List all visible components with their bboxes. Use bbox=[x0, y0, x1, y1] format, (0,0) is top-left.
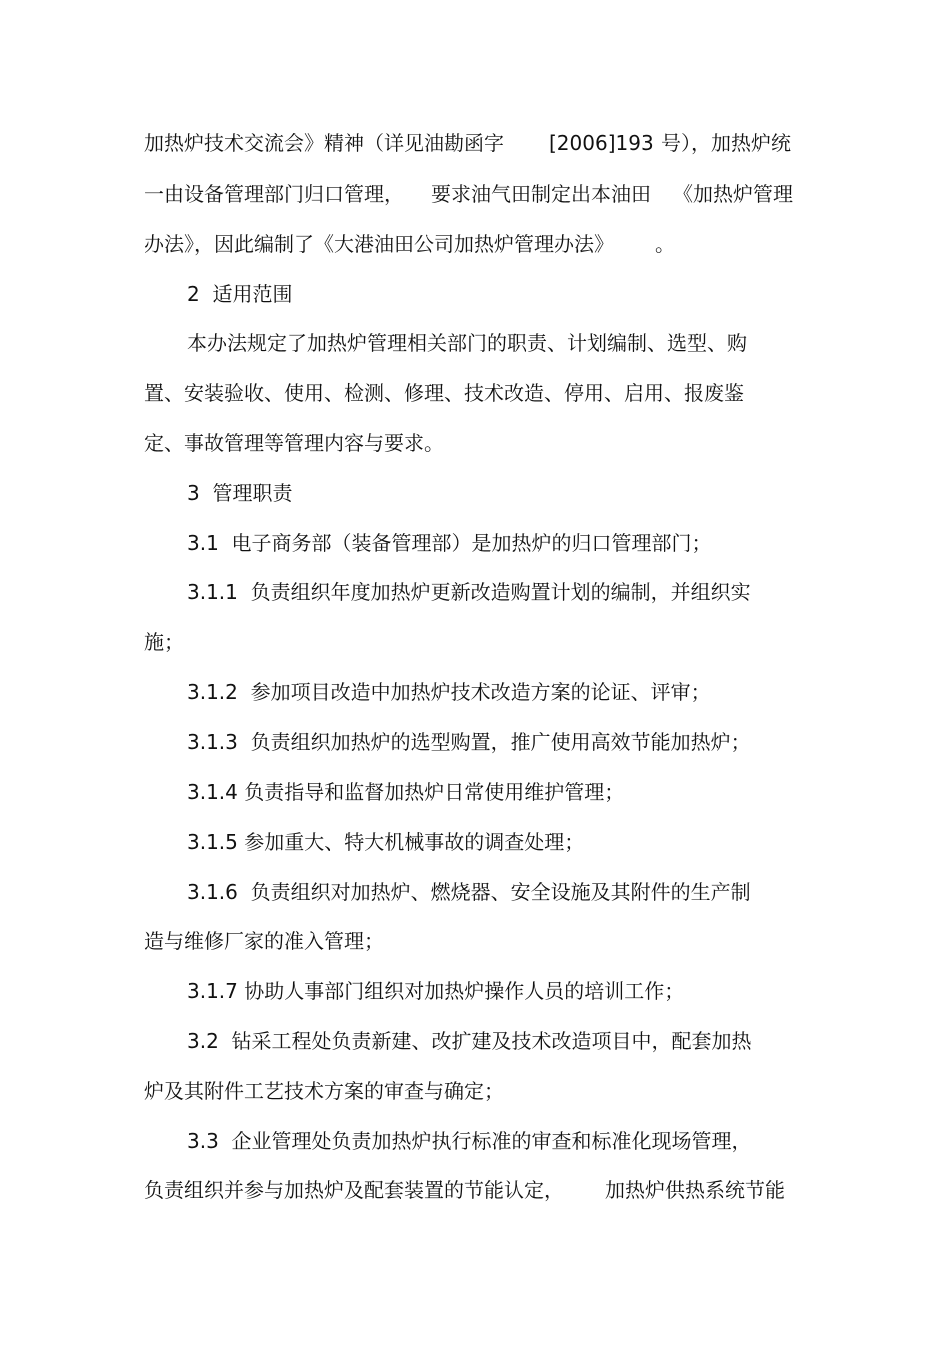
text-run: 造与维修厂家的准入管理； bbox=[144, 929, 384, 953]
section-heading bbox=[0, 476, 950, 510]
text-line bbox=[0, 1024, 950, 1058]
text-line bbox=[0, 675, 950, 709]
text-run: 3 管理职责 bbox=[187, 481, 293, 505]
text-line bbox=[0, 625, 950, 659]
text-line bbox=[0, 1124, 950, 1158]
text-run: 定、事故管理等管理内容与要求。 bbox=[144, 431, 444, 455]
text-run: 3.1.3 负责组织加热炉的选型购置，推广使用高效节能加热炉； bbox=[187, 730, 751, 754]
text-run: 3.1.7 协助人事部门组织对加热炉操作人员的培训工作； bbox=[187, 979, 685, 1003]
text-run: 《加热炉管理 bbox=[673, 182, 793, 206]
text-run: 本办法规定了加热炉管理相关部门的职责、计划编制、选型、购 bbox=[187, 331, 747, 355]
text-line bbox=[0, 775, 950, 809]
text-run: 3.3 企业管理处负责加热炉执行标准的审查和标准化现场管理， bbox=[187, 1129, 752, 1153]
text-line bbox=[0, 1074, 950, 1108]
text-line bbox=[0, 575, 950, 609]
text-line bbox=[0, 376, 950, 410]
text-run: 3.1.6 负责组织对加热炉、燃烧器、安全设施及其附件的生产制 bbox=[187, 880, 751, 904]
text-line bbox=[0, 1173, 950, 1207]
text-line bbox=[0, 924, 950, 958]
text-run: 。 bbox=[655, 232, 675, 256]
text-line bbox=[0, 227, 950, 261]
text-line bbox=[0, 326, 950, 360]
text-run: 要求油气田制定出本油田 bbox=[431, 182, 651, 206]
text-run: 3.1.1 负责组织年度加热炉更新改造购置计划的编制，并组织实 bbox=[187, 580, 751, 604]
text-line bbox=[0, 526, 950, 560]
text-line bbox=[0, 177, 950, 211]
text-run: 3.1 电子商务部（装备管理部）是加热炉的归口管理部门； bbox=[187, 531, 712, 555]
text-run: 置、安装验收、使用、检测、修理、技术改造、停用、启用、报废鉴 bbox=[144, 381, 744, 405]
section-heading bbox=[0, 277, 950, 311]
text-run: 加热炉供热系统节能 bbox=[605, 1178, 785, 1202]
text-run: 施； bbox=[144, 630, 184, 654]
text-run: 2 适用范围 bbox=[187, 282, 293, 306]
text-run: 3.1.5 参加重大、特大机械事故的调查处理； bbox=[187, 830, 585, 854]
text-line bbox=[0, 725, 950, 759]
text-line bbox=[0, 825, 950, 859]
text-run: [2006]193 bbox=[549, 131, 654, 155]
text-line bbox=[0, 875, 950, 909]
text-run: 3.2 钻采工程处负责新建、改扩建及技术改造项目中，配套加热 bbox=[187, 1029, 752, 1053]
text-run: 负责组织并参与加热炉及配套装置的节能认定， bbox=[144, 1178, 564, 1202]
text-run: 3.1.2 参加项目改造中加热炉技术改造方案的论证、评审； bbox=[187, 680, 711, 704]
text-run: 3.1.4 负责指导和监督加热炉日常使用维护管理； bbox=[187, 780, 625, 804]
text-run: 办法》，因此编制了《大港油田公司加热炉管理办法》 bbox=[144, 232, 614, 256]
text-line bbox=[0, 974, 950, 1008]
text-run: 一由设备管理部门归口管理， bbox=[144, 182, 404, 206]
text-run: 加热炉技术交流会》精神（详见油勘函字 bbox=[144, 131, 504, 155]
text-run: 炉及其附件工艺技术方案的审查与确定； bbox=[144, 1079, 504, 1103]
text-line bbox=[0, 426, 950, 460]
text-run: 号），加热炉统 bbox=[661, 131, 791, 155]
text-line bbox=[0, 126, 950, 160]
